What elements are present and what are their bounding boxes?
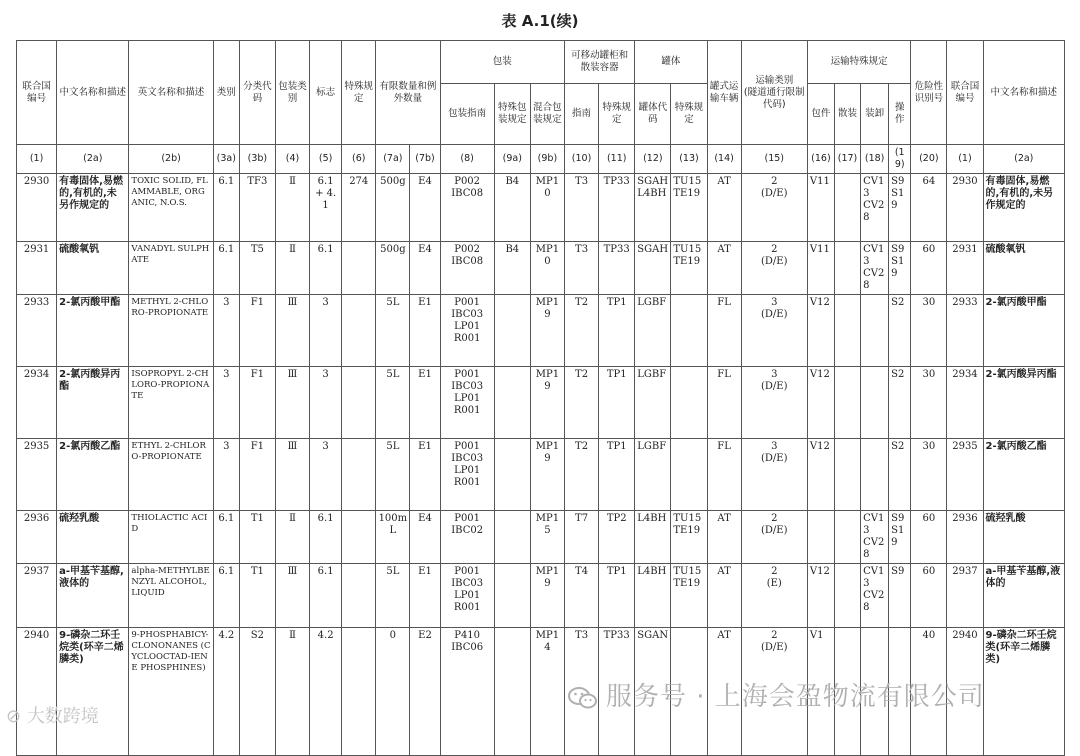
- cell-code: T1: [239, 511, 275, 564]
- header-tank-special: 特殊规定: [671, 84, 707, 145]
- cell-tks: TU15 TE19: [671, 174, 707, 242]
- header-vehicle: 罐式运输车辆: [707, 41, 741, 145]
- column-number: (10): [565, 145, 599, 174]
- cell-cn: 硫羟乳酸: [983, 511, 1064, 564]
- cell-blk: [834, 511, 860, 564]
- column-number: (18): [861, 145, 889, 174]
- header-ts-packages: 包件: [807, 84, 834, 145]
- header-portable-tanks: 可移动罐柜和散装容器: [565, 41, 635, 84]
- table-title: 表 A.1(续): [501, 12, 579, 30]
- cell-pps: [494, 628, 530, 756]
- column-number: (2a): [57, 145, 129, 174]
- cell-en: THIOLACTIC ACID: [129, 511, 213, 564]
- cell-un: 2937: [947, 564, 983, 628]
- cell-un: 2931: [947, 242, 983, 295]
- cell-pkgs: V11: [807, 174, 834, 242]
- cell-pg: Ⅱ: [275, 628, 309, 756]
- column-number: (9a): [494, 145, 530, 174]
- cell-pi: P001 IBC03 LP01 R001: [440, 367, 494, 439]
- cell-cn: 硫酸氧钒: [57, 242, 129, 295]
- cell-op: S9 S19: [889, 242, 911, 295]
- cell-mp: MP10: [530, 242, 564, 295]
- cell-hid: 30: [911, 295, 947, 367]
- cell-code: T1: [239, 564, 275, 628]
- cell-lbl: 6.1: [310, 511, 342, 564]
- cell-ti: T3: [565, 628, 599, 756]
- cell-cn: a-甲基苄基醇,液体的: [983, 564, 1064, 628]
- header-tank: 罐体: [635, 41, 707, 84]
- cell-pi: P001 IBC03 LP01 R001: [440, 295, 494, 367]
- column-number: (6): [342, 145, 376, 174]
- cell-un: 2933: [947, 295, 983, 367]
- cell-op: S9 S19: [889, 174, 911, 242]
- cell-pkgs: V1: [807, 628, 834, 756]
- cell-en: ISOPROPYL 2-CHLORO-PROPIONATE: [129, 367, 213, 439]
- cell-code: T5: [239, 242, 275, 295]
- cell-ti: T3: [565, 242, 599, 295]
- cell-en: VANADYL SULPHATE: [129, 242, 213, 295]
- cell-eq: E1: [410, 564, 440, 628]
- cell-eq: E1: [410, 439, 440, 511]
- cell-pg: Ⅱ: [275, 174, 309, 242]
- cell-op: S9: [889, 564, 911, 628]
- cell-lbl: 6.1: [310, 242, 342, 295]
- cell-pg: Ⅲ: [275, 295, 309, 367]
- cell-un: 2936: [17, 511, 57, 564]
- cell-tks: [671, 439, 707, 511]
- column-number: (3b): [239, 145, 275, 174]
- column-number: (7a): [376, 145, 410, 174]
- cell-pps: [494, 295, 530, 367]
- header-class-code: 分类代码: [239, 41, 275, 145]
- cell-ld: [861, 439, 889, 511]
- cell-cls: 6.1: [213, 564, 239, 628]
- cell-ti: T2: [565, 295, 599, 367]
- cell-cls: 3: [213, 295, 239, 367]
- cell-veh: AT: [707, 242, 741, 295]
- column-number: (3a): [213, 145, 239, 174]
- cell-cn: 9-磷杂二环壬烷类(环辛二烯膦类): [57, 628, 129, 756]
- cell-un: 2931: [17, 242, 57, 295]
- column-number: (1): [17, 145, 57, 174]
- cell-eq: E1: [410, 367, 440, 439]
- cell-cn: 2-氯丙酸甲酯: [57, 295, 129, 367]
- cell-lbl: 4.2: [310, 628, 342, 756]
- column-number: (16): [807, 145, 834, 174]
- cell-tsp: TP33: [599, 174, 635, 242]
- cell-pkgs: V12: [807, 439, 834, 511]
- cell-cls: 4.2: [213, 628, 239, 756]
- cell-tsp: TP33: [599, 628, 635, 756]
- header-packaging: 包装: [440, 41, 564, 84]
- cell-op: S2: [889, 295, 911, 367]
- cell-op: S9 S19: [889, 511, 911, 564]
- table-row: [17, 511, 1065, 564]
- cell-cn: 有毒固体,易燃的,有机的,未另作规定的: [57, 174, 129, 242]
- cell-cn: 2-氯丙酸乙酯: [57, 439, 129, 511]
- cell-tc: SGAH L4BH: [635, 174, 671, 242]
- cell-tcat: 3 (D/E): [741, 439, 807, 511]
- cell-sp: 274: [342, 174, 376, 242]
- cell-sp: [342, 439, 376, 511]
- cell-tsp: TP1: [599, 439, 635, 511]
- cell-sp: [342, 367, 376, 439]
- cell-lbl: 3: [310, 367, 342, 439]
- cell-un: 2934: [947, 367, 983, 439]
- cell-en: ETHYL 2-CHLORO-PROPIONATE: [129, 439, 213, 511]
- cell-ti: T2: [565, 439, 599, 511]
- column-number: (15): [741, 145, 807, 174]
- cell-tcat: 3 (D/E): [741, 367, 807, 439]
- cell-cn: 硫羟乳酸: [57, 511, 129, 564]
- cell-hid: 60: [911, 242, 947, 295]
- cell-eq: E1: [410, 295, 440, 367]
- cell-veh: FL: [707, 295, 741, 367]
- cell-cls: 6.1: [213, 242, 239, 295]
- cell-ld: CV13 CV28: [861, 564, 889, 628]
- brand-watermark-text: 大数跨境: [26, 706, 99, 727]
- cell-en: METHYL 2-CHLORO-PROPIONATE: [129, 295, 213, 367]
- cell-cn: 2-氯丙酸异丙酯: [57, 367, 129, 439]
- cell-pps: B4: [494, 174, 530, 242]
- cell-un: 2933: [17, 295, 57, 367]
- cell-cn: 2-氯丙酸乙酯: [983, 439, 1064, 511]
- cell-mp: MP19: [530, 295, 564, 367]
- cell-veh: AT: [707, 564, 741, 628]
- cell-veh: AT: [707, 174, 741, 242]
- cell-pi: P001 IBC03 LP01 R001: [440, 439, 494, 511]
- cell-pg: Ⅲ: [275, 439, 309, 511]
- cell-pi: P410 IBC06: [440, 628, 494, 756]
- header-special-packing: 特殊包装规定: [494, 84, 530, 145]
- header-labels: 标志: [310, 41, 342, 145]
- cell-un: 2930: [947, 174, 983, 242]
- cell-eq: E4: [410, 174, 440, 242]
- cell-en: 9-PHOSPHABICY-CLONONANES (CYCLOOCTAD-IENE PHOSPHINES): [129, 628, 213, 756]
- cell-pps: [494, 367, 530, 439]
- cell-veh: AT: [707, 511, 741, 564]
- cell-lq: 5L: [376, 295, 410, 367]
- cell-hid: 40: [911, 628, 947, 756]
- cell-un: 2935: [17, 439, 57, 511]
- cell-blk: [834, 295, 860, 367]
- cell-tks: [671, 295, 707, 367]
- cell-ld: CV13 CV28: [861, 174, 889, 242]
- column-number: (11): [599, 145, 635, 174]
- cell-tks: TU15 TE19: [671, 511, 707, 564]
- column-number: (19): [889, 145, 911, 174]
- cell-lq: 100mL: [376, 511, 410, 564]
- cell-mp: MP19: [530, 439, 564, 511]
- cell-tcat: 3 (D/E): [741, 295, 807, 367]
- cell-blk: [834, 367, 860, 439]
- cell-pg: Ⅲ: [275, 367, 309, 439]
- cell-op: S2: [889, 439, 911, 511]
- table-row: [17, 242, 1065, 295]
- cell-un: 2940: [17, 628, 57, 756]
- cell-pi: P002 IBC08: [440, 174, 494, 242]
- column-number: (2b): [129, 145, 213, 174]
- cell-tks: TU15 TE19: [671, 564, 707, 628]
- cell-lbl: 3: [310, 295, 342, 367]
- cell-tc: L4BH: [635, 511, 671, 564]
- cell-tc: LGBF: [635, 367, 671, 439]
- cell-eq: E4: [410, 242, 440, 295]
- header-ts-loading: 装卸: [861, 84, 889, 145]
- cell-code: F1: [239, 295, 275, 367]
- cell-hid: 64: [911, 174, 947, 242]
- table-row: [17, 174, 1065, 242]
- header-hazard-id: 危险性识别号: [911, 41, 947, 145]
- cell-un: 2940: [947, 628, 983, 756]
- cell-pkgs: V11: [807, 242, 834, 295]
- cell-blk: [834, 439, 860, 511]
- cell-tsp: TP1: [599, 295, 635, 367]
- column-number: (2a): [983, 145, 1064, 174]
- cell-veh: AT: [707, 628, 741, 756]
- cell-lbl: 3: [310, 439, 342, 511]
- cell-ti: T3: [565, 174, 599, 242]
- cell-pkgs: V12: [807, 564, 834, 628]
- cell-eq: E4: [410, 511, 440, 564]
- header-ts-bulk: 散装: [834, 84, 860, 145]
- service-watermark: [568, 676, 985, 713]
- cell-ld: [861, 367, 889, 439]
- cell-sp: [342, 295, 376, 367]
- cell-tc: LGBF: [635, 295, 671, 367]
- brand-watermark: ⊘ 大数跨境: [6, 706, 99, 727]
- cell-tsp: TP1: [599, 564, 635, 628]
- cell-ld: CV13 CV28: [861, 242, 889, 295]
- header-special-provisions: 特殊规定: [342, 41, 376, 145]
- header-packing-instructions: 包装指南: [440, 84, 494, 145]
- cell-mp: MP15: [530, 511, 564, 564]
- cell-lq: 0: [376, 628, 410, 756]
- column-number: (9b): [530, 145, 564, 174]
- cell-mp: MP19: [530, 564, 564, 628]
- header-name-cn: 中文名称和描述: [57, 41, 129, 145]
- cell-pps: [494, 439, 530, 511]
- header-mixed-packing: 混合包装规定: [530, 84, 564, 145]
- cell-hid: 60: [911, 564, 947, 628]
- cell-un: 2934: [17, 367, 57, 439]
- cell-sp: [342, 511, 376, 564]
- cell-mp: MP14: [530, 628, 564, 756]
- cell-sp: [342, 564, 376, 628]
- table-row: [17, 367, 1065, 439]
- header-packing-group: 包装类别: [275, 41, 309, 145]
- cell-tcat: 2 (D/E): [741, 628, 807, 756]
- cell-tsp: TP2: [599, 511, 635, 564]
- cell-tsp: TP33: [599, 242, 635, 295]
- cell-tks: TU15 TE19: [671, 242, 707, 295]
- cell-tcat: 2 (D/E): [741, 511, 807, 564]
- cell-code: F1: [239, 367, 275, 439]
- cell-pkgs: V12: [807, 367, 834, 439]
- cell-tcat: 2 (E): [741, 564, 807, 628]
- wechat-icon: [568, 686, 598, 710]
- column-number: (7b): [410, 145, 440, 174]
- cell-eq: E2: [410, 628, 440, 756]
- cell-ti: T7: [565, 511, 599, 564]
- column-number: (12): [635, 145, 671, 174]
- cell-cls: 3: [213, 439, 239, 511]
- header-name-cn-right: 中文名称和描述: [983, 41, 1064, 145]
- cell-op: S2: [889, 367, 911, 439]
- column-number: (8): [440, 145, 494, 174]
- column-number: (20): [911, 145, 947, 174]
- cell-hid: 30: [911, 439, 947, 511]
- cell-tcat: 2 (D/E): [741, 242, 807, 295]
- table-row: [17, 295, 1065, 367]
- table-row: [17, 439, 1065, 511]
- cell-code: S2: [239, 628, 275, 756]
- service-watermark-text: 服务号 · 上海会盈物流有限公司: [606, 682, 985, 712]
- cell-code: TF3: [239, 174, 275, 242]
- cell-tc: L4BH: [635, 564, 671, 628]
- cell-pi: P001 IBC03 LP01 R001: [440, 564, 494, 628]
- cell-blk: [834, 242, 860, 295]
- cell-veh: FL: [707, 439, 741, 511]
- cell-blk: [834, 564, 860, 628]
- cell-pg: Ⅱ: [275, 511, 309, 564]
- cell-tc: LGBF: [635, 439, 671, 511]
- cell-pkgs: [807, 511, 834, 564]
- cell-ld: CV13 CV28: [861, 511, 889, 564]
- cell-sp: [342, 628, 376, 756]
- cell-ti: T4: [565, 564, 599, 628]
- cell-en: TOXIC SOLID, FLAMMABLE, ORGANIC, N.O.S.: [129, 174, 213, 242]
- cell-cn: 硫酸氧钒: [983, 242, 1064, 295]
- cell-un: 2935: [947, 439, 983, 511]
- header-limited-quantities: 有限数量和例外数量: [376, 41, 440, 145]
- cell-cls: 6.1: [213, 511, 239, 564]
- cell-un: 2937: [17, 564, 57, 628]
- cell-lq: 5L: [376, 439, 410, 511]
- header-tank-code: 罐体代码: [635, 84, 671, 145]
- cell-mp: MP19: [530, 367, 564, 439]
- cell-ti: T2: [565, 367, 599, 439]
- cell-pi: P001 IBC02: [440, 511, 494, 564]
- cell-pkgs: V12: [807, 295, 834, 367]
- cell-ld: [861, 295, 889, 367]
- cell-lbl: 6.1 + 4.1: [310, 174, 342, 242]
- cell-lq: 500g: [376, 174, 410, 242]
- header-portable-special: 特殊规定: [599, 84, 635, 145]
- cell-tks: [671, 367, 707, 439]
- cell-un: 2936: [947, 511, 983, 564]
- cell-code: F1: [239, 439, 275, 511]
- cell-lbl: 6.1: [310, 564, 342, 628]
- cell-cls: 6.1: [213, 174, 239, 242]
- header-portable-instructions: 指南: [565, 84, 599, 145]
- cell-mp: MP10: [530, 174, 564, 242]
- cell-veh: FL: [707, 367, 741, 439]
- column-number: (5): [310, 145, 342, 174]
- table-row: [17, 564, 1065, 628]
- cell-pi: P002 IBC08: [440, 242, 494, 295]
- cell-tsp: TP1: [599, 367, 635, 439]
- column-number: (14): [707, 145, 741, 174]
- cell-tcat: 2 (D/E): [741, 174, 807, 242]
- cell-lq: 5L: [376, 367, 410, 439]
- header-class: 类别: [213, 41, 239, 145]
- cell-pg: Ⅲ: [275, 564, 309, 628]
- cell-cn: 2-氯丙酸异丙酯: [983, 367, 1064, 439]
- header-transport-special: 运输特殊规定: [807, 41, 910, 84]
- cell-cn: 9-磷杂二环壬烷类(环辛二烯膦类): [983, 628, 1064, 756]
- cell-lq: 5L: [376, 564, 410, 628]
- cell-pps: B4: [494, 242, 530, 295]
- cell-tc: SGAN: [635, 628, 671, 756]
- header-transport-category: 运输类别 (隧道通行限制代码): [741, 41, 807, 145]
- header-un-no-right: 联合国编号: [947, 41, 983, 145]
- cell-hid: 60: [911, 511, 947, 564]
- cell-lq: 500g: [376, 242, 410, 295]
- cell-en: alpha-METHYLBENZYL ALCOHOL, LIQUID: [129, 564, 213, 628]
- cell-cls: 3: [213, 367, 239, 439]
- cell-tc: SGAH: [635, 242, 671, 295]
- cell-cn: a-甲基苄基醇,液体的: [57, 564, 129, 628]
- cell-cn: 2-氯丙酸甲酯: [983, 295, 1064, 367]
- column-number: (4): [275, 145, 309, 174]
- column-number: (17): [834, 145, 860, 174]
- cell-sp: [342, 242, 376, 295]
- header-name-en: 英文名称和描述: [129, 41, 213, 145]
- dangerous-goods-table: [16, 40, 1065, 756]
- cell-pg: Ⅱ: [275, 242, 309, 295]
- cell-un: 2930: [17, 174, 57, 242]
- cell-pps: [494, 511, 530, 564]
- cell-pps: [494, 564, 530, 628]
- cell-cn: 有毒固体,易燃的,有机的,未另作规定的: [983, 174, 1064, 242]
- column-number: (1): [947, 145, 983, 174]
- header-un-no: 联合国编号: [17, 41, 57, 145]
- column-number-row: [17, 145, 1065, 174]
- cell-hid: 30: [911, 367, 947, 439]
- column-number: (13): [671, 145, 707, 174]
- header-ts-operation: 操作: [889, 84, 911, 145]
- cell-blk: [834, 174, 860, 242]
